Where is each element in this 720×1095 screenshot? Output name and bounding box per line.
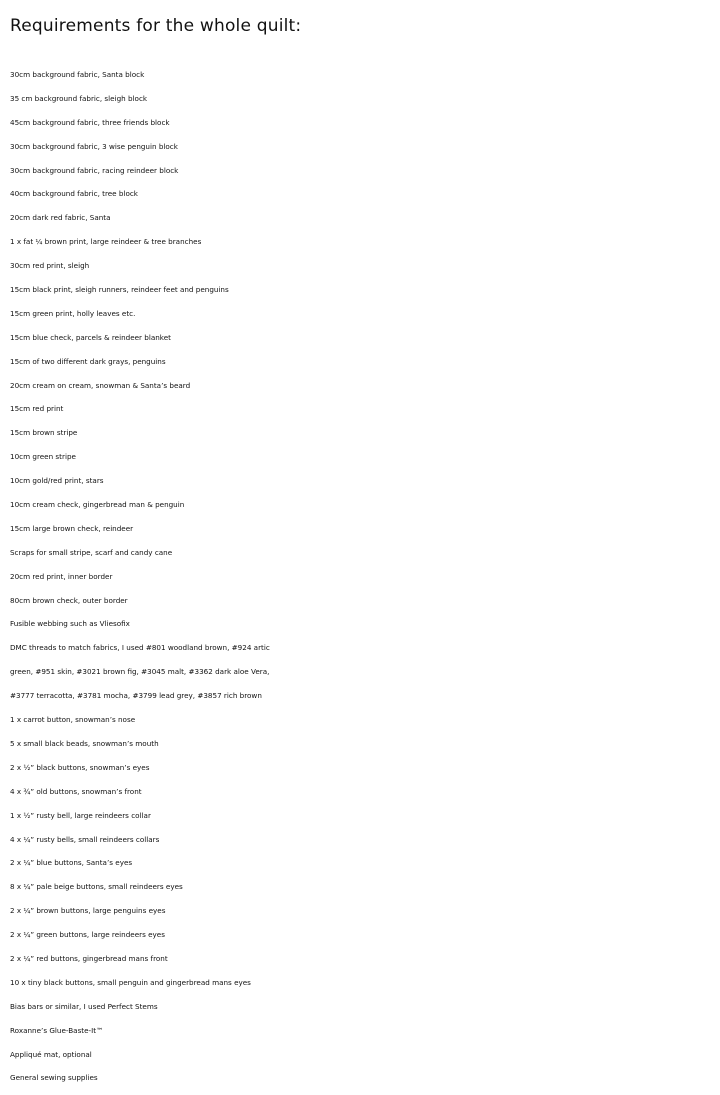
list-item: 10 x tiny black buttons, small penguin and gingerbread mans eyes: [10, 977, 251, 987]
list-item: 15cm large brown check, reindeer: [10, 523, 134, 533]
list-item: 20cm dark red fabric, Santa: [10, 213, 111, 223]
list-item: 40cm background fabric, tree block: [10, 189, 138, 199]
list-item: 10cm green stripe: [10, 452, 76, 462]
list-item: 4 x ¼” rusty bells, small reindeers collars: [10, 834, 160, 844]
requirements-list: [10, 50, 714, 1090]
list-item: 4 x ¾” old buttons, snowman’s front: [10, 786, 142, 796]
list-item: 15cm black print, sleigh runners, reindeer feet and penguins: [10, 285, 229, 295]
list-item: green, #951 skin, #3021 brown fig, #3045 malt, #3362 dark aloe Vera,: [10, 667, 270, 677]
document-page: [10, 0, 714, 1090]
list-item: 5 x small black beads, snowman’s mouth: [10, 738, 159, 748]
list-item: 35 cm background fabric, sleigh block: [10, 93, 148, 103]
list-item: 15cm of two different dark grays, penguins: [10, 356, 166, 366]
page-title: Requirements for the whole quilt:: [10, 16, 302, 36]
list-item: 8 x ¼” pale beige buttons, small reindeers eyes: [10, 882, 183, 892]
list-item: Roxanne’s Glue-Baste-It™: [10, 1025, 104, 1035]
list-item: 2 x ¼” red buttons, gingerbread mans front: [10, 953, 168, 963]
list-item: 45cm background fabric, three friends block: [10, 117, 170, 127]
list-item: #3777 terracotta, #3781 mocha, #3799 lead grey, #3857 rich brown: [10, 691, 262, 701]
list-item: 2 x ½” black buttons, snowman’s eyes: [10, 762, 150, 772]
list-item: Fusible webbing such as Vliesofix: [10, 619, 130, 629]
list-item: 10cm gold/red print, stars: [10, 476, 104, 486]
list-item: 15cm green print, holly leaves etc.: [10, 308, 136, 318]
list-item: Scraps for small stripe, scarf and candy cane: [10, 547, 173, 557]
list-item: 30cm background fabric, 3 wise penguin block: [10, 141, 178, 151]
list-item: 2 x ¼” green buttons, large reindeers eyes: [10, 930, 165, 940]
list-item: 10cm cream check, gingerbread man & penguin: [10, 500, 185, 510]
list-item: General sewing supplies: [10, 1073, 98, 1083]
list-item: 30cm background fabric, racing reindeer block: [10, 165, 179, 175]
list-item: 2 x ¼” blue buttons, Santa’s eyes: [10, 858, 133, 868]
list-item: 80cm brown check, outer border: [10, 595, 128, 605]
list-item: 20cm red print, inner border: [10, 571, 113, 581]
list-item: Bias bars or similar, I used Perfect Stems: [10, 1001, 158, 1011]
list-item: 1 x carrot button, snowman’s nose: [10, 715, 136, 725]
list-item: 20cm cream on cream, snowman & Santa’s beard: [10, 380, 191, 390]
list-item: Appliqué mat, optional: [10, 1049, 92, 1059]
list-item: 15cm brown stripe: [10, 428, 78, 438]
list-item: 30cm red print, sleigh: [10, 261, 90, 271]
list-item: 1 x ½” rusty bell, large reindeers collar: [10, 810, 151, 820]
list-item: 1 x fat ¼ brown print, large reindeer & tree branches: [10, 237, 202, 247]
list-item: 2 x ¼” brown buttons, large penguins eyes: [10, 906, 166, 916]
list-item: DMC threads to match fabrics, I used #801 woodland brown, #924 artic: [10, 643, 270, 653]
list-item: 30cm background fabric, Santa block: [10, 70, 145, 79]
list-item: 15cm blue check, parcels & reindeer blanket: [10, 332, 171, 342]
list-item: 15cm red print: [10, 404, 64, 414]
